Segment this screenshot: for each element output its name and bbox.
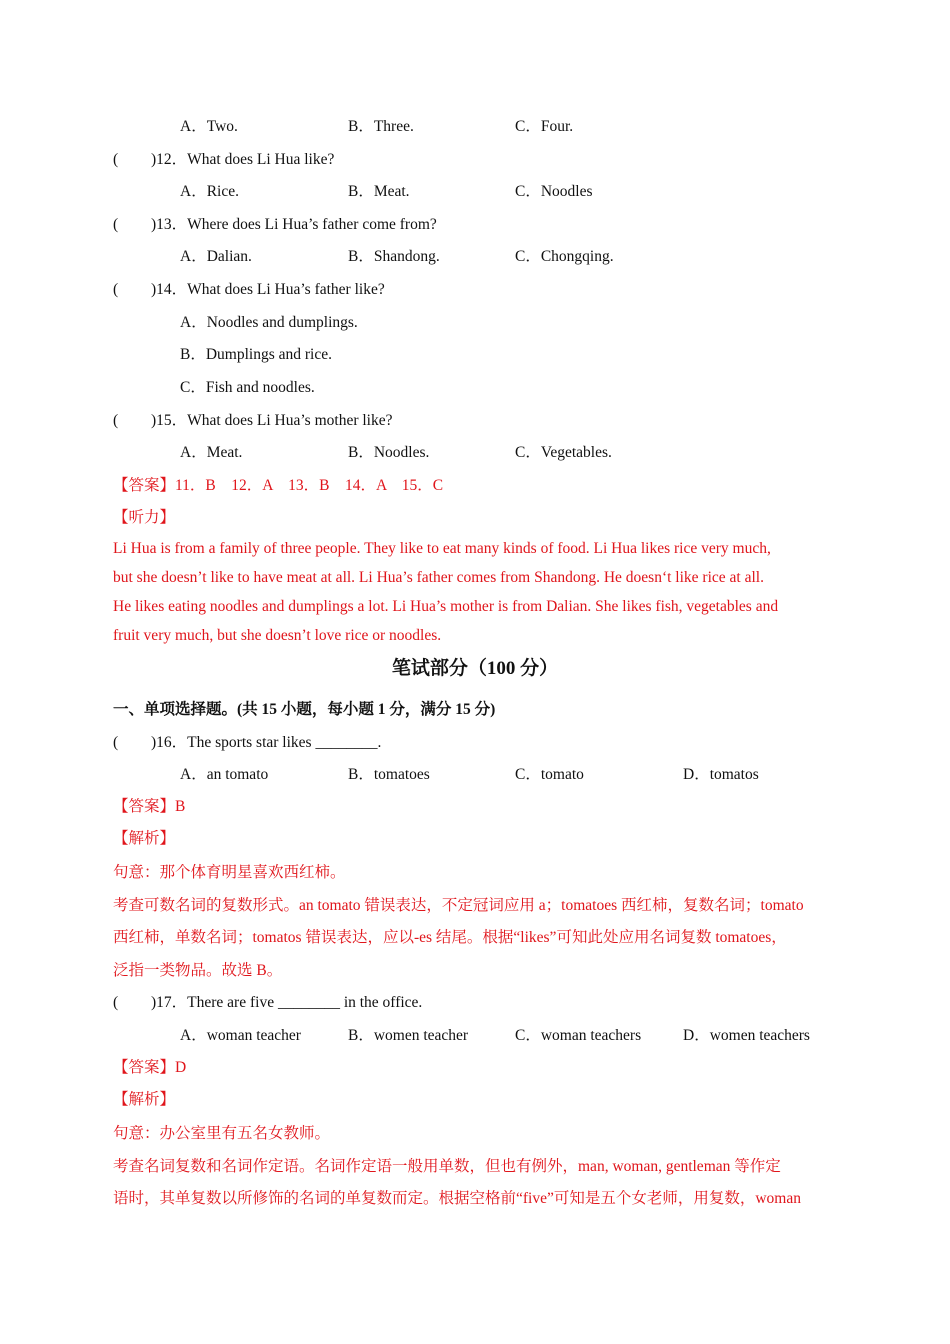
analysis-line: 考查名词复数和名词作定语。名词作定语一般用单数，但也有例外，man, woman, gentleman 等作定 (113, 1157, 781, 1175)
q17-option-d: D．women teachers (683, 1027, 810, 1044)
q13-option-b: B．Shandong. (348, 248, 440, 265)
q15-option-b: B．Noodles. (348, 444, 430, 461)
answer-bracket: ( (113, 216, 119, 233)
q17-option-a: A．woman teacher (180, 1027, 301, 1044)
q15-stem: )15．What does Li Hua’s mother like? (151, 412, 393, 429)
q13-option-a: A．Dalian. (180, 248, 252, 265)
q16-option-b: B．tomatoes (348, 766, 430, 783)
answer-bracket: ( (113, 734, 119, 751)
analysis-line: 句意：那个体育明星喜欢西红柿。 (113, 864, 346, 881)
q15-option-a: A．Meat. (180, 444, 243, 461)
answer-bracket: ( (113, 412, 119, 429)
q11-option-a: A．Two. (180, 118, 238, 135)
q12-option-b: B．Meat. (348, 183, 410, 200)
q17-answer: 【答案】D (113, 1059, 187, 1076)
q17-option-c: C．woman teachers (515, 1027, 642, 1044)
transcript-line: Li Hua is from a family of three people. They like to eat many kinds of food. Li Hua likes rice very much, (113, 540, 771, 557)
analysis-line: 西红柿，单数名词；tomatos 错误表达，应以-es 结尾。根据“likes”可知此处应用名词复数 tomatoes， (113, 929, 787, 946)
q11-option-c: C．Four. (515, 118, 574, 135)
q16-stem: )16．The sports star likes ________. (151, 734, 382, 751)
q16-option-a: A．an tomato (180, 766, 269, 783)
q13-option-c: C．Chongqing. (515, 248, 614, 265)
listening-transcript (113, 534, 848, 650)
analysis-line: 句意：办公室里有五名女教师。 (113, 1125, 331, 1142)
answer-11-15: 【答案】11．B 12．A 13．B 14．A 15．C (113, 477, 444, 494)
answer-bracket: ( (113, 281, 119, 298)
q13-stem: )13．Where does Li Hua’s father come from? (151, 216, 437, 233)
q17-analysis-label: 【解析】 (113, 1091, 176, 1108)
listening-label: 【听力】 (113, 509, 176, 526)
answer-bracket: ( (113, 151, 119, 168)
transcript-line: fruit very much, but she doesn’t love rice or noodles. (113, 627, 442, 644)
q14-stem: )14．What does Li Hua’s father like? (151, 281, 385, 298)
q12-stem: )12．What does Li Hua like? (151, 151, 335, 168)
q15-stem-line (113, 411, 392, 431)
q12-option-c: C．Noodles (515, 183, 593, 200)
section-title: 笔试部分（100 分） (391, 658, 559, 679)
answer-bracket: ( (113, 994, 119, 1011)
q12-option-a: A．Rice. (180, 183, 239, 200)
q13-stem-line (113, 215, 437, 235)
q16-stem-line (113, 733, 381, 753)
analysis-line: 语时，其单复数以所修饰的名词的单复数而定。根据空格前“five”可知是五个女老师，用复数，woman (113, 1190, 801, 1207)
transcript-line: but she doesn’t like to have meat at all. Li Hua’s father comes from Shandong. He doesn‘t like rice at all. (113, 569, 764, 586)
q15-option-c: C．Vegetables. (515, 444, 612, 461)
q17-option-b: B．women teacher (348, 1027, 469, 1044)
q16-analysis-label: 【解析】 (113, 830, 176, 847)
analysis-line: 考查可数名词的复数形式。an tomato 错误表达，不定冠词应用 a；tomatoes 西红柿，复数名词；tomato (113, 896, 804, 914)
transcript-line: He likes eating noodles and dumplings a lot. Li Hua’s mother is from Dalian. She likes fish, vegetables and (113, 598, 779, 615)
q17-analysis (113, 1118, 848, 1216)
q16-answer: 【答案】B (113, 798, 186, 815)
q12-stem-line (113, 150, 334, 170)
q16-option-d: D．tomatos (683, 766, 759, 783)
q16-option-c: C．tomato (515, 766, 584, 783)
q14-option-c: C．Fish and noodles. (180, 379, 315, 396)
q14-stem-line (113, 280, 385, 300)
q14-option-b: B．Dumplings and rice. (180, 346, 332, 363)
q14-option-a: A．Noodles and dumplings. (180, 314, 358, 331)
q17-stem-line (113, 993, 422, 1013)
q17-stem: )17．There are five ________ in the office. (151, 994, 423, 1011)
analysis-line: 泛指一类物品。故选 B。 (113, 961, 283, 979)
q11-option-b: B．Three. (348, 118, 414, 135)
q16-analysis (113, 857, 848, 987)
part1-heading: 一、单项选择题。(共 15 小题，每小题 1 分，满分 15 分) (113, 701, 496, 718)
